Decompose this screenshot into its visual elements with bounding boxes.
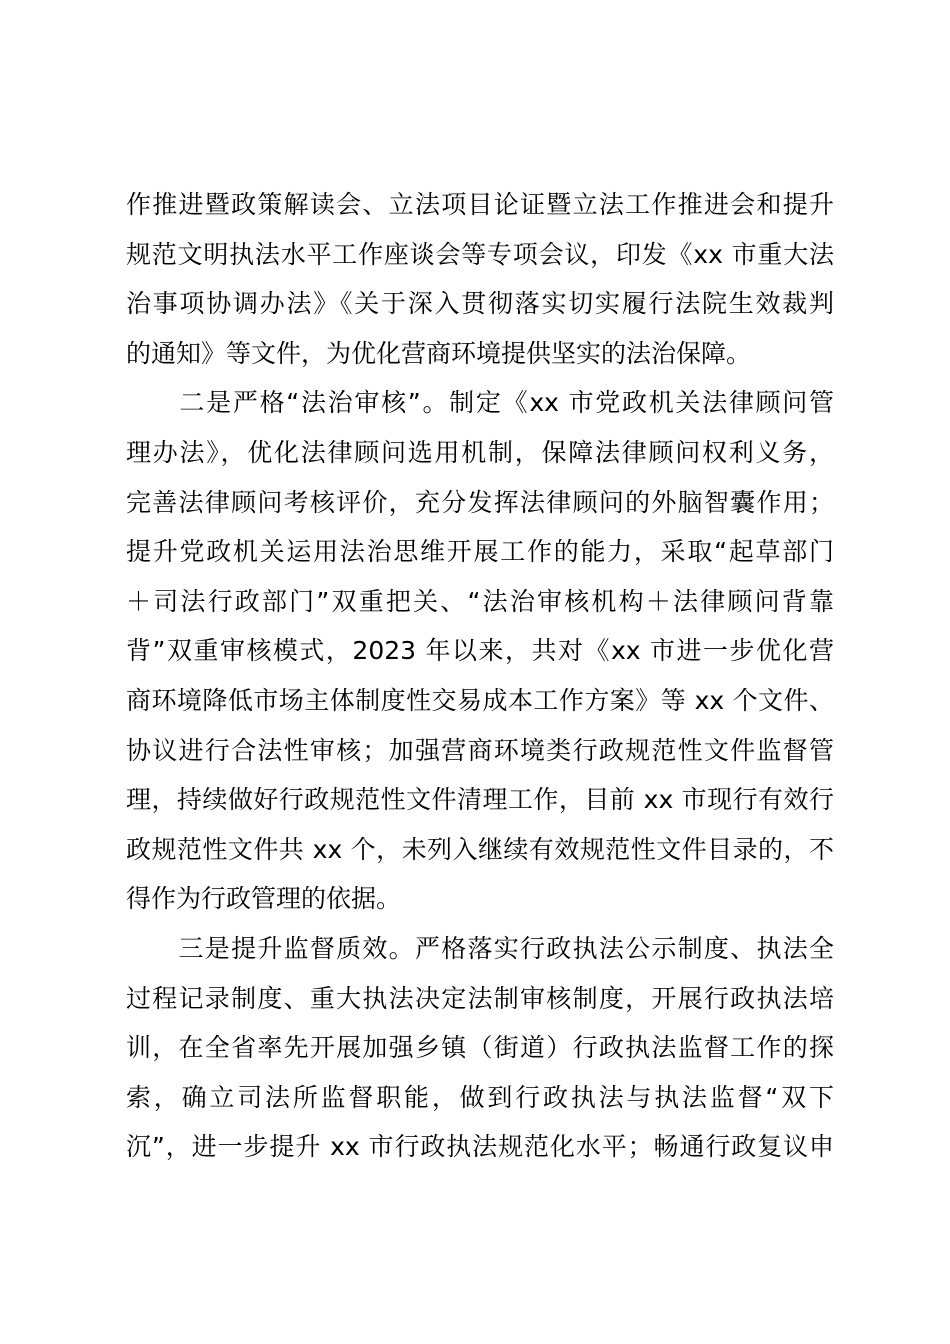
text-line: 三是提升监督质效。严格落实行政执法公示制度、执法全 <box>126 933 834 963</box>
text-line: 沉”，进一步提升 xx 市行政执法规范化水平；畅通行政复议申 <box>126 1132 834 1162</box>
text-line: 协议进行合法性审核；加强营商环境类行政规范性文件监督管 <box>126 735 834 765</box>
text-line: 作推进暨政策解读会、立法项目论证暨立法工作推进会和提升 <box>126 190 834 219</box>
text-line: ＋司法行政部门”双重把关、“法治审核机构＋法律顾问背靠 <box>126 586 834 616</box>
text-line: 得作为行政管理的依据。 <box>126 884 402 914</box>
text-line: 的通知》等文件，为优化营商环境提供坚实的法治保障。 <box>126 338 752 368</box>
text-line: 商环境降低市场主体制度性交易成本工作方案》等 xx 个文件、 <box>126 685 834 715</box>
paragraph-3 <box>126 924 834 1172</box>
text-line: 完善法律顾问考核评价，充分发挥法律顾问的外脑智囊作用； <box>126 487 834 517</box>
text-line: 治事项协调办法》《关于深入贯彻落实切实履行法院生效裁判 <box>126 289 834 319</box>
text-line: 政规范性文件共 xx 个，未列入继续有效规范性文件目录的，不 <box>126 834 834 864</box>
text-line: 二是严格“法治审核”。制定《xx 市党政机关法律顾问管 <box>126 388 834 418</box>
text-line: 训，在全省率先开展加强乡镇（街道）行政执法监督工作的探 <box>126 1033 834 1063</box>
text-line: 背”双重审核模式，2023 年以来，共对《xx 市进一步优化营 <box>126 636 834 666</box>
paragraph-2 <box>126 378 834 924</box>
paragraph-1 <box>126 180 834 378</box>
text-line: 理办法》，优化法律顾问选用机制，保障法律顾问权利义务， <box>126 437 834 467</box>
text-line: 理，持续做好行政规范性文件清理工作，目前 xx 市现行有效行 <box>126 785 834 815</box>
text-line: 提升党政机关运用法治思维开展工作的能力，采取“起草部门 <box>126 537 834 567</box>
text-line: 规范文明执法水平工作座谈会等专项会议，印发《xx 市重大法 <box>126 239 834 269</box>
text-line: 过程记录制度、重大执法决定法制审核制度，开展行政执法培 <box>126 983 834 1013</box>
document-body <box>126 180 834 1172</box>
text-line: 索，确立司法所监督职能，做到行政执法与执法监督“双下 <box>126 1082 834 1112</box>
